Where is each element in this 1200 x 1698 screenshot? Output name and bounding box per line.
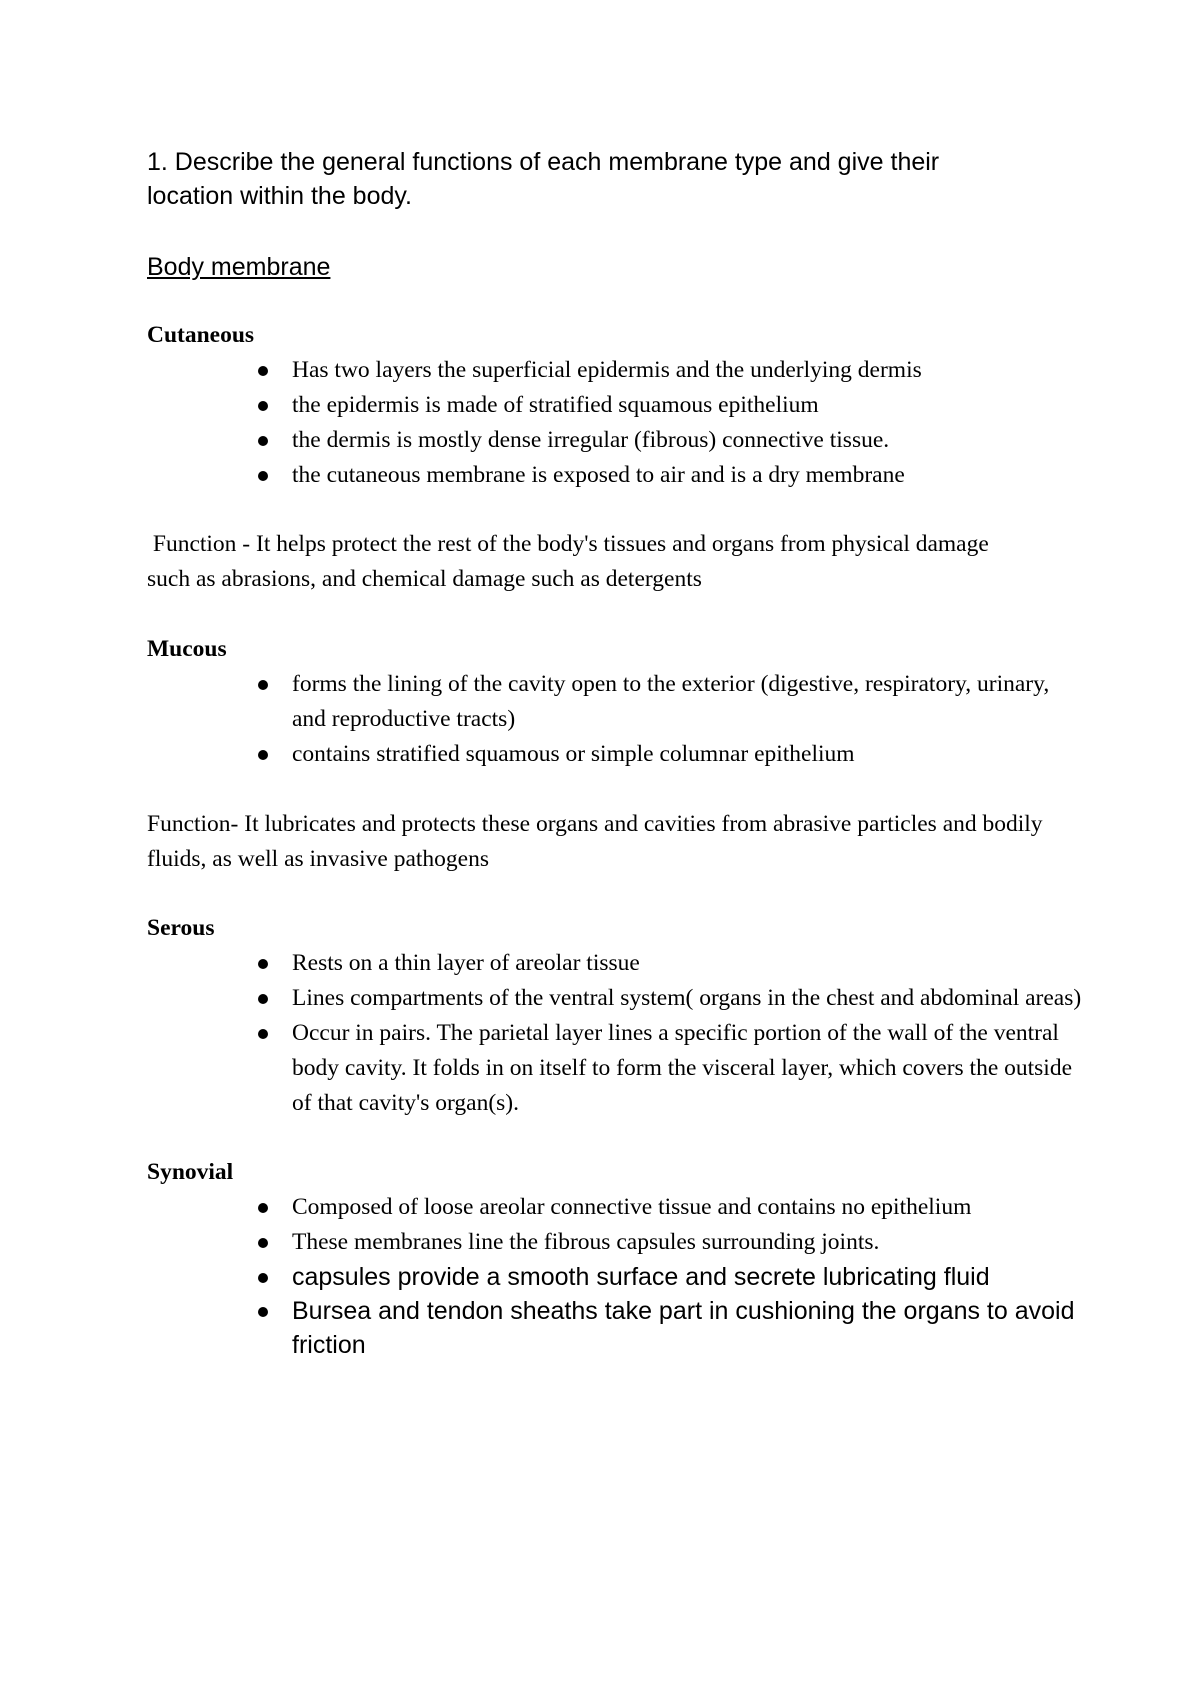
cutaneous-section — [147, 318, 1077, 493]
bullet-icon — [258, 1238, 268, 1248]
list-item-text: Occur in pairs. The parietal layer lines a specific portion of the wall of the ventral body cavity. It folds in on itself to form the visceral layer, which covers the outside of that cavity's organ(s). — [292, 1020, 1073, 1116]
list-item-text: Bursea and tendon sheaths take part in cushioning the organs to avoid friction — [292, 1297, 1075, 1359]
bullet-icon — [258, 1273, 268, 1283]
list-item-text: the cutaneous membrane is exposed to air and is a dry membrane — [292, 462, 905, 488]
list-item-text: Composed of loose areolar connective tissue and contains no epithelium — [292, 1194, 972, 1220]
synovial-title: Synovial — [147, 1159, 234, 1185]
list-item — [292, 667, 1077, 737]
cutaneous-title: Cutaneous — [147, 322, 255, 348]
list-item — [292, 423, 1077, 458]
synovial-bullet-list — [147, 1190, 1077, 1362]
list-item — [292, 1260, 1092, 1294]
list-item — [292, 1016, 1082, 1121]
list-item — [292, 737, 1077, 772]
bullet-icon — [258, 366, 268, 376]
section-heading: Body membrane — [147, 253, 331, 281]
bullet-icon — [258, 959, 268, 969]
list-item — [292, 353, 1077, 388]
serous-bullet-list — [147, 946, 1082, 1121]
list-item-text: Lines compartments of the ventral system( organs in the chest and abdominal areas) — [292, 985, 1082, 1011]
bullet-icon — [258, 1029, 268, 1039]
list-item — [292, 981, 1082, 1016]
bullet-icon — [258, 1307, 268, 1317]
list-item-text: the epidermis is made of stratified squamous epithelium — [292, 392, 819, 418]
bullet-icon — [258, 1203, 268, 1213]
list-item — [292, 458, 1077, 493]
list-item — [292, 1190, 1077, 1225]
cutaneous-bullet-list — [147, 353, 1077, 493]
list-item-text: Rests on a thin layer of areolar tissue — [292, 950, 640, 976]
synovial-section — [147, 1155, 1077, 1362]
mucous-section — [147, 632, 1077, 772]
bullet-icon — [258, 401, 268, 411]
bullet-icon — [258, 680, 268, 690]
cutaneous-function: Function - It helps protect the rest of the body's tissues and organs from physical damage such as abrasions, and chemical damage such as detergents — [147, 531, 995, 592]
list-item-text: Has two layers the superficial epidermis and the underlying dermis — [292, 357, 922, 383]
bullet-icon — [258, 471, 268, 481]
mucous-bullet-list — [147, 667, 1077, 772]
mucous-function: Function- It lubricates and protects these organs and cavities from abrasive particles and bodily fluids, as well as invasive pathogens — [147, 811, 1043, 872]
list-item-text: the dermis is mostly dense irregular (fibrous) connective tissue. — [292, 427, 890, 453]
list-item-text: contains stratified squamous or simple columnar epithelium — [292, 741, 855, 767]
bullet-icon — [258, 436, 268, 446]
bullet-icon — [258, 750, 268, 760]
list-item — [292, 946, 1082, 981]
serous-title: Serous — [147, 915, 215, 941]
list-item-text: capsules provide a smooth surface and secrete lubricating fluid — [292, 1263, 990, 1291]
mucous-title: Mucous — [147, 636, 227, 662]
serous-section — [147, 911, 1082, 1121]
list-item — [292, 388, 1077, 423]
bullet-icon — [258, 994, 268, 1004]
list-item — [292, 1225, 1077, 1260]
list-item-text: forms the lining of the cavity open to the exterior (digestive, respiratory, urinary, and reproductive tracts) — [292, 671, 1050, 732]
question-text: 1. Describe the general functions of each membrane type and give their location within the body. — [147, 148, 940, 210]
list-item-text: These membranes line the fibrous capsules surrounding joints. — [292, 1229, 880, 1255]
list-item — [292, 1294, 1082, 1362]
